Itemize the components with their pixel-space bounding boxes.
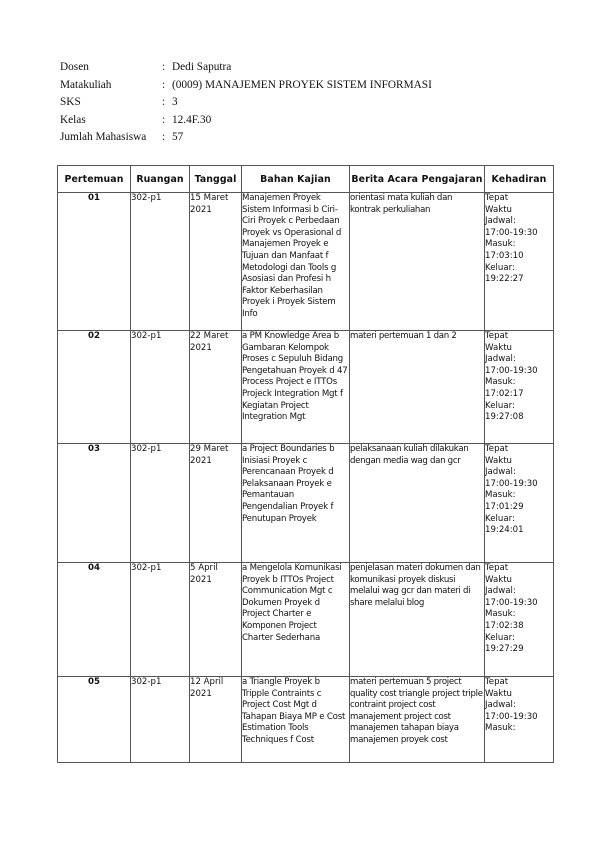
header-tanggal: Tanggal (190, 166, 242, 193)
cell-kehadiran (485, 331, 554, 444)
kehadiran-line: Masuk: (485, 377, 516, 388)
header-berita-acara: Berita Acara Pengajaran (350, 166, 485, 193)
header-ruangan: Ruangan (131, 166, 190, 193)
cell-bahan-kajian: a PM Knowledge Area b Gambaran Kelompok Proses c Sepuluh Bidang Pengetahuan Proyek d 47 Process Project e ITTOs Projeck Integration Mgt f Kegiatan Project Integration Mgt (242, 331, 350, 444)
info-separator: : (162, 96, 166, 108)
kehadiran-line: 17:00-19:30 (485, 227, 538, 238)
info-row-sks (60, 94, 432, 112)
kehadiran-line: 17:02:17 (485, 388, 524, 399)
cell-ruangan: 302-p1 (131, 331, 190, 444)
cell-tanggal: 12 April 2021 (190, 677, 242, 763)
cell-kehadiran (485, 677, 554, 763)
cell-pertemuan: 01 (58, 193, 131, 331)
cell-berita-acara: penjelasan materi dokumen dan komunikasi proyek diskusi melalui wag gcr dan materi di share melalui blog (350, 563, 485, 677)
kehadiran-line: 19:27:08 (485, 412, 524, 423)
kehadiran-line: Waktu (485, 204, 513, 215)
kehadiran-line: Keluar: (485, 400, 515, 411)
kehadiran-line: Waktu (485, 455, 513, 466)
kehadiran-line: Jadwal: (485, 354, 516, 365)
cell-berita-acara: materi pertemuan 1 dan 2 (350, 331, 485, 444)
cell-tanggal: 29 Maret 2021 (190, 444, 242, 563)
kehadiran-line: Keluar: (485, 632, 515, 643)
kehadiran-line: 19:24:01 (485, 525, 524, 536)
berita-text: materi pertemuan 5 project quality cost triangle project triple contraint project cost manajement project cost manajemen tahapan biaya manajemen proyek cost (350, 677, 483, 745)
info-separator: : (162, 131, 166, 143)
header-bahan-kajian: Bahan Kajian (242, 166, 350, 193)
cell-tanggal: 15 Maret 2021 (190, 193, 242, 331)
cell-berita-acara: orientasi mata kuliah dan kontrak perkuliahan (350, 193, 485, 331)
info-label: Kelas (60, 113, 86, 126)
info-value: 57 (172, 131, 184, 143)
kehadiran-line: 17:00-19:30 (485, 597, 538, 608)
course-info (60, 59, 432, 147)
kehadiran-line: Tepat (485, 563, 509, 573)
info-row-jumlah-mahasiswa (60, 129, 432, 147)
cell-kehadiran (485, 193, 554, 331)
kehadiran-line: 17:02:38 (485, 620, 524, 631)
kehadiran-line: 17:00-19:30 (485, 365, 538, 376)
cell-kehadiran (485, 444, 554, 563)
cell-bahan-kajian: Manajemen Proyek Sistem Informasi b Ciri-Ciri Proyek c Perbedaan Proyek vs Operasional d Manajemen Proyek e Tujuan dan Manfaat f Metodologi dan Tools g Asosiasi dan Profesi h Faktor Keberhasilan Proyek i Proyek Sistem Info (242, 193, 350, 331)
info-row-dosen (60, 59, 432, 77)
kehadiran-line: Jadwal: (485, 586, 516, 597)
info-label: Matakuliah (60, 78, 112, 91)
kehadiran-line: Waktu (485, 342, 513, 353)
kehadiran-line: Tepat (485, 677, 509, 687)
cell-pertemuan: 02 (58, 331, 131, 444)
attendance-table (57, 165, 554, 763)
kehadiran-line: 17:00-19:30 (485, 478, 538, 489)
cell-ruangan: 302-p1 (131, 444, 190, 563)
info-value: (0009) MANAJEMEN PROYEK SISTEM INFORMASI (172, 78, 432, 91)
header-kehadiran: Kehadiran (485, 166, 554, 193)
kehadiran-line: Jadwal: (485, 216, 516, 227)
cell-ruangan: 302-p1 (131, 563, 190, 677)
table-row (58, 331, 554, 444)
cell-bahan-kajian: a Project Boundaries b Inisiasi Proyek c Perencanaan Proyek d Pelaksanaan Proyek e Pemantauan Pengendalian Proyek f Penutupan Proyek (242, 444, 350, 563)
kehadiran-line: 19:27:29 (485, 644, 524, 655)
kehadiran-line: Keluar: (485, 513, 515, 524)
kehadiran-line: Masuk: (485, 490, 516, 501)
kehadiran-line: 17:03:10 (485, 250, 524, 261)
kehadiran-line: Masuk: (485, 239, 516, 250)
cell-kehadiran (485, 563, 554, 677)
info-value: 3 (172, 96, 178, 108)
kehadiran-line: Tepat (485, 331, 509, 341)
table-row (58, 677, 554, 763)
cell-bahan-kajian (242, 677, 350, 763)
kehadiran-line: Tepat (485, 193, 509, 203)
kehadiran-line: 17:00-19:30 (485, 711, 538, 722)
kehadiran-line: Jadwal: (485, 700, 516, 711)
header-pertemuan: Pertemuan (58, 166, 131, 193)
bahan-text: a Triangle Proyek b Tripple Contraints c Project Cost Mgt d Tahapan Biaya MP e Cost Estimation Tools Techniques f Cost (242, 677, 346, 745)
table-row (58, 193, 554, 331)
info-separator: : (162, 61, 166, 73)
table-header-row (58, 166, 554, 193)
kehadiran-line: Waktu (485, 574, 513, 585)
cell-pertemuan: 03 (58, 444, 131, 563)
cell-berita-acara (350, 677, 485, 763)
kehadiran-line: 19:22:27 (485, 274, 524, 285)
table-row (58, 444, 554, 563)
info-label: Jumlah Mahasiswa (60, 131, 147, 143)
kehadiran-line: Tepat (485, 444, 509, 454)
info-row-kelas (60, 112, 432, 130)
kehadiran-line: Masuk: (485, 609, 516, 620)
info-label: SKS (60, 96, 81, 108)
table-row (58, 563, 554, 677)
info-separator: : (162, 78, 166, 91)
info-value: 12.4F.30 (172, 113, 212, 126)
kehadiran-line: Keluar: (485, 262, 515, 273)
kehadiran-line: 17:01:29 (485, 501, 524, 512)
cell-pertemuan: 05 (58, 677, 131, 763)
kehadiran-line: Waktu (485, 688, 513, 699)
info-separator: : (162, 113, 166, 126)
cell-ruangan: 302-p1 (131, 677, 190, 763)
kehadiran-line: Masuk: (485, 723, 516, 734)
info-row-matakuliah (60, 77, 432, 95)
cell-ruangan: 302-p1 (131, 193, 190, 331)
cell-pertemuan: 04 (58, 563, 131, 677)
info-label: Dosen (60, 61, 89, 73)
cell-berita-acara: pelaksanaan kuliah dilakukan dengan media wag dan gcr (350, 444, 485, 563)
info-value: Dedi Saputra (172, 61, 232, 73)
cell-bahan-kajian: a Mengelola Komunikasi Proyek b ITTOs Project Communication Mgt c Dokumen Proyek d Project Charter e Komponen Project Charter Sederhana (242, 563, 350, 677)
cell-tanggal: 22 Maret 2021 (190, 331, 242, 444)
kehadiran-line: Jadwal: (485, 467, 516, 478)
cell-tanggal: 5 April 2021 (190, 563, 242, 677)
